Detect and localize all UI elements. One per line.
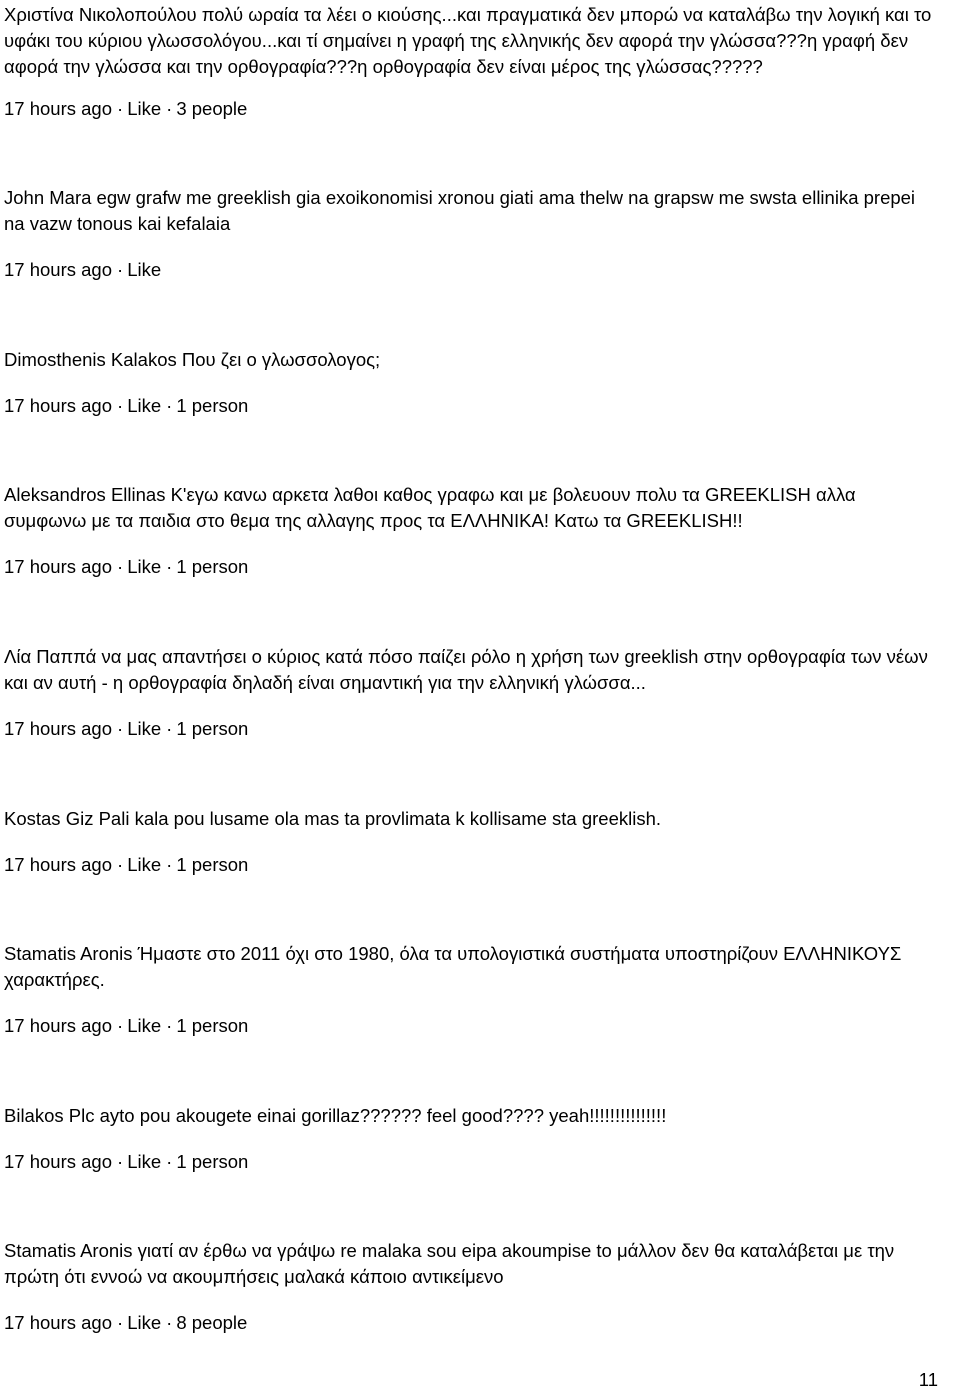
comment-body: να μας απαντήσει ο κύριος κατά πόσο παίζει ρόλο η χρήση των greeklish στην ορθογραφία των νέων και αν αυτή - η ορθογραφία δηλαδή είναι σημαντική για την ελληνική γλώσσα... (4, 646, 928, 693)
page-number: 11 (918, 1369, 938, 1390)
comment-meta (4, 554, 940, 580)
meta-separator: · (117, 1312, 124, 1333)
meta-separator: · (117, 854, 124, 875)
like-link[interactable]: Like (127, 259, 162, 280)
comment-author[interactable]: Aleksandros Ellinas (4, 484, 166, 505)
reaction-count[interactable]: 1 person (176, 854, 249, 875)
comment-meta (4, 1310, 940, 1336)
like-link[interactable]: Like (127, 395, 162, 416)
comment-author[interactable]: Stamatis Aronis (4, 1240, 133, 1261)
comment-intro (4, 2, 940, 122)
comment-text (4, 1238, 940, 1290)
comment-body: ayto pou akougete einai gorillaz?????? feel good???? yeah!!!!!!!!!!!!!!! (99, 1105, 667, 1126)
meta-separator: · (117, 1151, 124, 1172)
like-link[interactable]: Like (127, 1151, 162, 1172)
reaction-count[interactable]: 1 person (176, 718, 249, 739)
reaction-count[interactable]: 3 people (176, 98, 248, 119)
comment-meta (4, 257, 940, 283)
comment-meta (4, 96, 940, 122)
comment-time: 17 hours ago (4, 1312, 113, 1333)
comment-item (4, 644, 940, 742)
comment-item (4, 1103, 940, 1175)
comment-time: 17 hours ago (4, 556, 113, 577)
meta-separator: · (117, 718, 124, 739)
comment-time: 17 hours ago (4, 98, 113, 119)
reaction-count[interactable]: 8 people (176, 1312, 248, 1333)
comment-body: K'εγω κανω αρκετα λαθοι καθος γραφω και με βολευουν πολυ τα GREEKLISH αλλα συμφωνω με τα παιδια στο θεμα της αλλαγης προς τα ΕΛΛΗΝΙΚΑ! Κατω τα GREEKLISH!! (4, 484, 856, 531)
comment-body: Που ζει ο γλωσσολογος; (181, 349, 381, 370)
meta-separator: · (117, 98, 124, 119)
meta-separator: · (166, 1015, 173, 1036)
comment-meta (4, 393, 940, 419)
comment-body: Ήμαστε στο 2011 όχι στο 1980, όλα τα υπολογιστικά συστήματα υποστηρίζουν ΕΛΛΗΝΙΚΟΥΣ χαρακτήρες. (4, 943, 902, 990)
comment-item (4, 185, 940, 283)
reaction-count[interactable]: 1 person (176, 556, 249, 577)
like-link[interactable]: Like (127, 1015, 162, 1036)
comment-text (4, 1103, 940, 1129)
reaction-count[interactable]: 1 person (176, 1015, 249, 1036)
comment-item (4, 482, 940, 580)
like-link[interactable]: Like (127, 854, 162, 875)
meta-separator: · (117, 556, 124, 577)
comment-item (4, 941, 940, 1039)
comment-item (4, 1238, 940, 1336)
reaction-count[interactable]: 1 person (176, 1151, 249, 1172)
comment-time: 17 hours ago (4, 1151, 113, 1172)
comment-meta (4, 716, 940, 742)
comment-author[interactable]: Dimosthenis Kalakos (4, 349, 177, 370)
comment-item (4, 347, 940, 419)
meta-separator: · (166, 98, 173, 119)
meta-separator: · (166, 1312, 173, 1333)
comment-meta (4, 1149, 940, 1175)
comment-author[interactable]: Stamatis Aronis (4, 943, 133, 964)
meta-separator: · (117, 259, 124, 280)
like-link[interactable]: Like (127, 98, 162, 119)
meta-separator: · (166, 556, 173, 577)
meta-separator: · (117, 1015, 124, 1036)
comment-author[interactable]: John Mara (4, 187, 92, 208)
comment-meta (4, 852, 940, 878)
comment-time: 17 hours ago (4, 259, 113, 280)
comment-author[interactable]: Kostas Giz (4, 808, 94, 829)
like-link[interactable]: Like (127, 1312, 162, 1333)
comment-text (4, 644, 940, 696)
meta-separator: · (117, 395, 124, 416)
comment-text (4, 347, 940, 373)
meta-separator: · (166, 854, 173, 875)
like-link[interactable]: Like (127, 556, 162, 577)
comment-text (4, 185, 940, 237)
comment-body: Pali kala pou lusame ola mas ta provlimata k kollisame sta greeklish. (98, 808, 662, 829)
comment-body: γιατί αν έρθω να γράψω re malaka sou eipa akoumpise to μάλλον δεν θα καταλάβεται με την πρώτη ότι εννοώ να ακουμπήσεις μαλακά κάποιο αντικείμενο (4, 1240, 895, 1287)
comment-author[interactable]: Λία Παππά (4, 646, 97, 667)
meta-separator: · (166, 1151, 173, 1172)
comment-text (4, 806, 940, 832)
like-link[interactable]: Like (127, 718, 162, 739)
comment-author[interactable]: Bilakos Plc (4, 1105, 95, 1126)
comment-text (4, 482, 940, 534)
comment-text (4, 941, 940, 993)
comment-time: 17 hours ago (4, 718, 113, 739)
comment-time: 17 hours ago (4, 854, 113, 875)
comment-item (4, 806, 940, 878)
comment-meta (4, 1013, 940, 1039)
comment-time: 17 hours ago (4, 395, 113, 416)
comment-body: egw grafw me greeklish gia exoikonomisi xronou giati ama thelw na grapsw me swsta ellinika prepei na vazw tonous kai kefalaia (4, 187, 916, 234)
comment-text: Χριστίνα Νικολοπούλου πολύ ωραία τα λέει ο κιούσης...και πραγματικά δεν μπορώ να καταλάβω την λογική και το υφάκι του κύριου γλωσσολόγου...και τί σημαίνει η γραφή της ελληνικής δεν αφορά την γλώσσα???η γραφή δεν αφορά την γλώσσα και την ορθογραφία???η ορθογραφία δεν είναι μέρος της γλώσσας????? (4, 4, 932, 77)
meta-separator: · (166, 395, 173, 416)
comment-time: 17 hours ago (4, 1015, 113, 1036)
reaction-count[interactable]: 1 person (176, 395, 249, 416)
meta-separator: · (166, 718, 173, 739)
